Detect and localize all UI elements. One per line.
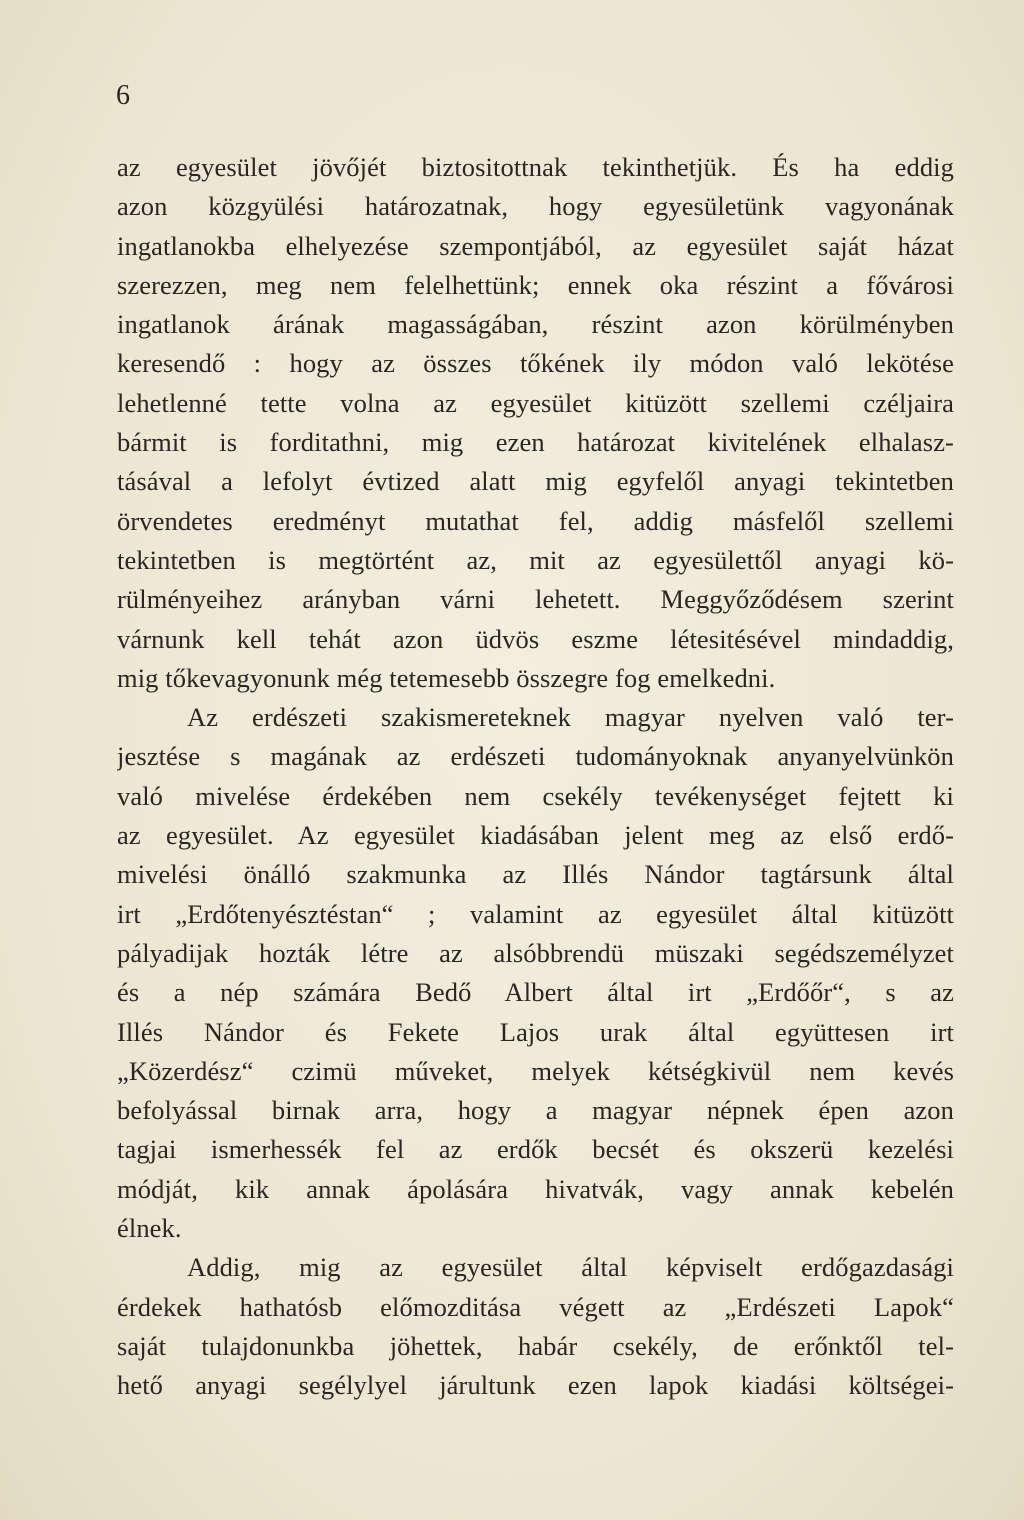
text-line: rülményeihez arányban várni lehetett. Meggyőződésem szerint (117, 584, 954, 615)
text-line: „Közerdész“ czimü műveket, melyek kétségkivül nem kevés (117, 1055, 954, 1086)
text-line: Addig, mig az egyesület által képviselt erdőgazdasági (187, 1252, 954, 1283)
body-text (117, 148, 954, 1406)
text-line: mivelési önálló szakmunka az Illés Nándor tagtársunk által (117, 859, 954, 890)
text-line: hető anyagi segélylyel járultunk ezen lapok kiadási költségei- (117, 1370, 954, 1401)
text-line: jesztése s magának az erdészeti tudományoknak anyanyelvünkön (117, 741, 954, 772)
text-line: az egyesület. Az egyesület kiadásában jelent meg az első erdő- (117, 820, 954, 851)
text-line: és a nép számára Bedő Albert által irt „Erdőőr“, s az (117, 977, 954, 1008)
text-line: saját tulajdonunkba jöhettek, habár csekély, de erőnktől tel- (117, 1330, 954, 1361)
text-line: Az erdészeti szakismereteknek magyar nyelven való ter- (187, 702, 954, 733)
text-line: Illés Nándor és Fekete Lajos urak által együttesen irt (117, 1016, 954, 1047)
text-line: módját, kik annak ápolására hivatvák, vagy annak kebelén (117, 1173, 954, 1204)
text-line: pályadijak hozták létre az alsóbbrendü müszaki segédszemélyzet (117, 937, 954, 968)
text-line: érdekek hathatósb előmozditása végett az „Erdészeti Lapok“ (117, 1291, 954, 1322)
text-line: élnek. (117, 1213, 182, 1244)
text-line: ingatlanok árának magasságában, részint azon körülményben (117, 309, 954, 340)
text-line: szerezzen, meg nem felelhettünk; ennek oka részint a fővárosi (117, 269, 954, 300)
text-line: keresendő : hogy az összes tőkének ily módon való lekötése (117, 348, 954, 379)
text-line: lehetlenné tette volna az egyesület kitüzött szellemi czéljaira (117, 387, 954, 418)
text-line: befolyással birnak arra, hogy a magyar népnek épen azon (117, 1095, 954, 1126)
text-line: bármit is forditathni, mig ezen határozat kivitelének elhalasz- (117, 427, 954, 458)
text-line: tekintetben is megtörtént az, mit az egyesülettől anyagi kö- (117, 544, 954, 575)
text-line: azon közgyülési határozatnak, hogy egyesületünk vagyonának (117, 191, 954, 222)
text-line: tásával a lefolyt évtized alatt mig egyfelől anyagi tekintetben (117, 466, 954, 497)
text-line: örvendetes eredményt mutathat fel, addig másfelől szellemi (117, 505, 954, 536)
text-line: irt „Erdőtenyésztéstan“ ; valamint az egyesület által kitüzött (117, 898, 954, 929)
text-line: mig tőkevagyonunk még tetemesebb összegre fog emelkedni. (117, 662, 776, 693)
text-line: az egyesület jövőjét biztositottnak tekinthetjük. És ha eddig (117, 152, 954, 182)
text-line: tagjai ismerhessék fel az erdők becsét és okszerü kezelési (117, 1134, 954, 1165)
text-line: ingatlanokba elhelyezése szempontjából, az egyesület saját házat (117, 230, 954, 261)
text-line: várnunk kell tehát azon üdvös eszme létesitésével mindaddig, (117, 623, 954, 654)
page-number: 6 (116, 80, 130, 111)
text-line: való mivelése érdekében nem csekély tevékenységet fejtett ki (117, 780, 954, 811)
